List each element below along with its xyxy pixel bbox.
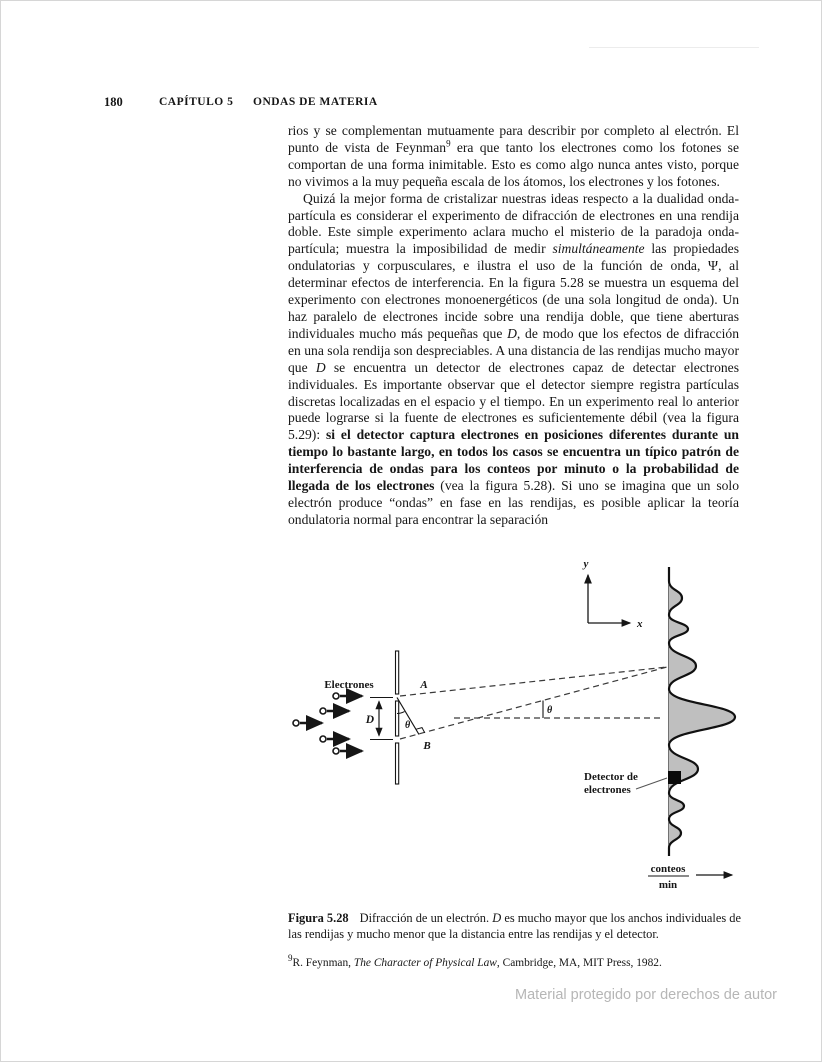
slit-distance-label: D	[365, 714, 374, 726]
text-segment: Quizá la mejor forma de cristalizar nuestras ideas respecto a la dualidad onda-partícula es considerar el experimento de difracción de electrones en una rendija doble. Este simple experimento aclara mucho el misterio de la paradoja onda-partícula; muestra la imposibilidad de medir	[288, 190, 739, 257]
text-segment: las propiedades ondulatorias y corpusculares, e ilustra el uso de la función de onda, Ψ, al determinar efectos de interferencia. En la figura 5.28 se muestra un esquema del experimento con electrones monoenergéticos (de una sola longitud de onda). Un haz paralelo de electrones incide sobre una rendija doble, que tiene aberturas individuales mucho más pequeñas que	[288, 241, 739, 341]
text-segment: simultáneamente	[552, 241, 645, 257]
path-difference-construction	[397, 698, 425, 735]
coordinate-axes	[582, 558, 643, 630]
text-segment: The Character of Physical Law	[353, 957, 497, 970]
ray-a-label: A	[420, 679, 428, 691]
text-segment: D	[492, 911, 502, 926]
paragraph	[288, 123, 739, 191]
figure-caption	[288, 911, 741, 942]
detector-square	[668, 771, 681, 784]
body-text	[288, 123, 739, 529]
barrier-segment-top	[396, 651, 399, 694]
electron-beam-arrows	[293, 693, 362, 754]
scan-artifact-line	[589, 47, 759, 48]
electron-arrow	[320, 708, 349, 714]
text-segment: 9	[288, 953, 293, 964]
electron-diffraction-diagram	[286, 553, 746, 893]
figure-caption-text	[288, 911, 741, 941]
barrier-segment-middle	[396, 701, 399, 736]
footnote	[288, 953, 741, 970]
detector-pointer-line	[636, 778, 667, 789]
y-axis-label: y	[583, 558, 589, 570]
double-slit-barrier	[396, 651, 399, 784]
text-segment: , de modo que los efectos de difracción en una sola rendija son despreciables. A una distancia de las rendijas mucho mayor que	[288, 325, 739, 375]
chapter-label: CAPÍTULO 5	[159, 95, 234, 108]
text-segment: D	[507, 325, 517, 341]
electrons-label: Electrones	[324, 679, 374, 691]
electron-arrow	[333, 748, 362, 754]
text-segment: se encuentra un detector de electrones capaz de detectar electrones individuales. Es importante observar que el detector siempre registra partículas discretas localizadas en el espacio y el tiempo. En un experimento real lo anterior puede lograrse si la fuente de electrones es suficientemente débil (vea la figura 5.29):	[288, 359, 740, 443]
page-header	[1, 95, 821, 111]
text-segment: si el detector captura electrones en posiciones diferentes durante un tiempo lo bastante largo, en todos los casos se encuentra un típico patrón de interferencia de ondas para los conteos por minuto o la probabilidad de llegada de los electrones	[288, 427, 739, 494]
counts-numerator: conteos	[650, 863, 686, 875]
text-segment: rios y se complementan mutuamente para describir por completo al electrón. El punto de vista de Feynman	[288, 123, 739, 155]
figure-5-28	[286, 553, 746, 893]
text-segment: es mucho mayor que los anchos individuales de las rendijas y mucho menor que la distancia entre las rendijas y el detector.	[288, 911, 742, 941]
text-segment: Difracción de un electrón.	[359, 911, 493, 926]
electron-arrow	[293, 720, 322, 726]
theta-slit-label: θ	[405, 720, 411, 731]
paragraph	[288, 191, 739, 529]
text-segment: 9	[446, 138, 451, 149]
text-segment: era que tanto los electrones como los fotones se comportan de una forma inimitable. Esto es como algo nunca antes visto, porque no vivimos a la muy pequeña escala de los átomos, los electrones y los fotones.	[288, 139, 739, 189]
copyright-watermark: Material protegido por derechos de autor	[515, 987, 777, 1003]
page-number: 180	[104, 95, 123, 109]
x-axis-label: x	[637, 618, 643, 630]
text-segment: D	[315, 359, 326, 375]
barrier-segment-bottom	[396, 743, 399, 784]
chapter-title: ONDAS DE MATERIA	[253, 95, 378, 108]
text-segment: R. Feynman,	[292, 957, 354, 970]
text-segment: (vea la figura 5.28). Si uno se imagina que un solo electrón produce “ondas” en fase en las rendijas, es posible aplicar la teoría ondulatoria normal para encontrar la separación	[288, 478, 739, 527]
dashed-ray-b	[400, 667, 667, 739]
detector-label-line1: Detector de	[584, 771, 638, 783]
counts-denominator: min	[658, 879, 678, 891]
ray-b-label: B	[423, 740, 431, 752]
counts-per-minute-label	[648, 863, 732, 891]
electron-arrow	[333, 693, 362, 699]
electron-arrow	[320, 736, 349, 742]
figure-caption-tag: Figura 5.28	[288, 911, 349, 926]
text-segment: , Cambridge, MA, MIT Press, 1982.	[496, 957, 662, 970]
interference-pattern-curve	[669, 567, 735, 856]
theta-center-label: θ	[547, 705, 553, 716]
detector-label-line2: electrones	[584, 784, 631, 796]
dashed-ray-a	[400, 667, 667, 696]
